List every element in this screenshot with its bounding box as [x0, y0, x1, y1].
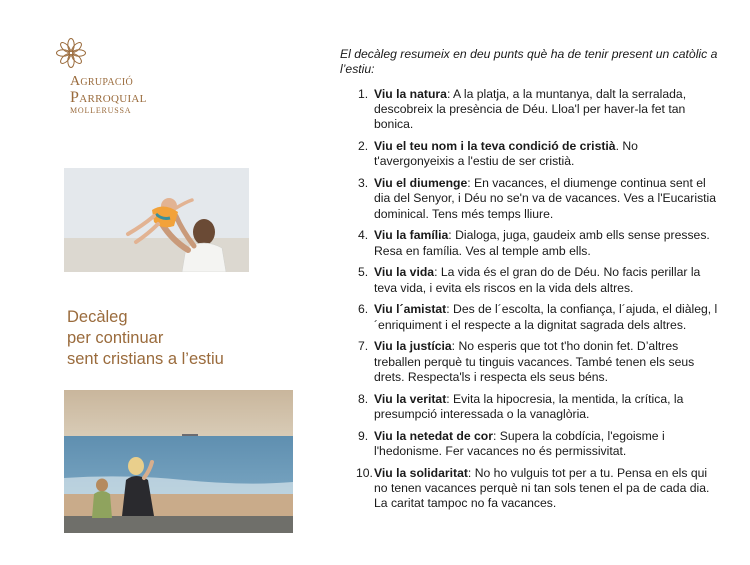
logo-line-2: Parroquial [70, 89, 147, 106]
decalogue-title [67, 307, 224, 370]
list-item [340, 429, 720, 459]
list-item [340, 139, 720, 169]
item-term: Viu la netedat de cor [374, 428, 493, 443]
list-item [340, 392, 720, 422]
item-number: 7. [358, 339, 369, 354]
item-term: Viu la família [374, 228, 449, 243]
item-number: 1. [358, 87, 369, 101]
list-item [340, 339, 720, 385]
item-number: 5. [358, 265, 369, 280]
item-term: Viu la natura [374, 87, 447, 101]
list-item [340, 265, 720, 295]
list-item [340, 176, 720, 222]
item-text: : La vida és el gran do de Déu. No facis perillar la teva vida, i evita els riscos en la vida dels altres. [374, 265, 701, 295]
item-number: 9. [358, 428, 369, 443]
item-number: 3. [358, 176, 369, 191]
item-term: Viu el teu nom i la teva condició de cristià [374, 139, 616, 154]
item-number: 4. [358, 228, 369, 243]
item-text: : A la platja, a la muntanya, dalt la serralada, descobreix la presència de Déu. Lloa'l per haver-la fet tan bonica. [374, 87, 687, 132]
list-item [340, 302, 720, 332]
item-text: : Des de l´escolta, la confiança, l´ajuda, el diàleg, l´enriquiment i el respecte a la dignitat sagrada dels altres. [374, 302, 718, 332]
item-term: Viu el diumenge [374, 176, 468, 191]
left-column [0, 0, 330, 565]
item-number: 10. [356, 465, 373, 480]
title-line-3: sent cristians a l’estiu [67, 350, 224, 368]
item-term: Viu la vida [374, 265, 435, 280]
item-text: . No t'avergonyeixis a l'estiu de ser cristià. [374, 139, 638, 169]
item-number: 8. [358, 391, 369, 406]
decalogue-content [340, 47, 720, 518]
logo-line-1: Agrupació [70, 74, 134, 89]
intro-text: El decàleg resumeix en deu punts què ha de tenir present un catòlic a l’estiu: [340, 47, 718, 76]
item-number: 6. [358, 302, 369, 317]
item-term: Viu l´amistat [374, 302, 447, 317]
item-number: 2. [358, 139, 369, 154]
decalogue-list [340, 87, 720, 511]
item-term: Viu la justícia [374, 339, 452, 354]
flower-ornament-icon [54, 36, 88, 70]
item-text: : Dialoga, juga, gaudeix amb ells sense presses. Resa en família. Ves al temple amb ells. [374, 228, 710, 258]
item-text: : Supera la cobdícia, l'egoisme i l'hedonisme. Fer vacances no és permissivitat. [374, 428, 665, 458]
item-text: : No ho vulguis tot per a tu. Pensa en els qui no tenen vacances perquè ni tan sols tenen el pa de cada dia. La caritat tampoc no fa vacances. [374, 465, 710, 511]
item-text: : En vacances, el diumenge continua sent el dia del Senyor, i Déu no se'n va de vacances. Ves a l'Eucaristia dominical. Tens més temps lliure. [374, 176, 717, 221]
item-text: : Evita la hipocresia, la mentida, la crítica, la presumpció interessada o la vanaglòria. [374, 391, 684, 421]
title-line-1: Decàleg [67, 308, 128, 326]
title-line-2: per continuar [67, 329, 164, 347]
list-item [340, 228, 720, 258]
logo-line-3: MOLLERUSSA [70, 106, 132, 115]
item-term: Viu la veritat [374, 391, 447, 406]
parish-logo-text [70, 75, 147, 115]
photo-mother-child-beach [64, 390, 293, 533]
list-item [340, 87, 720, 133]
item-term: Viu la solidaritat [374, 465, 468, 480]
photo-father-lifting-baby [64, 168, 249, 272]
list-item [340, 466, 720, 512]
item-text: : No esperis que tot t'ho donin fet. D’altres treballen perquè tu tinguis vacances. També tenen els seus drets. Respecta'ls i respecta els seus béns. [374, 339, 695, 384]
